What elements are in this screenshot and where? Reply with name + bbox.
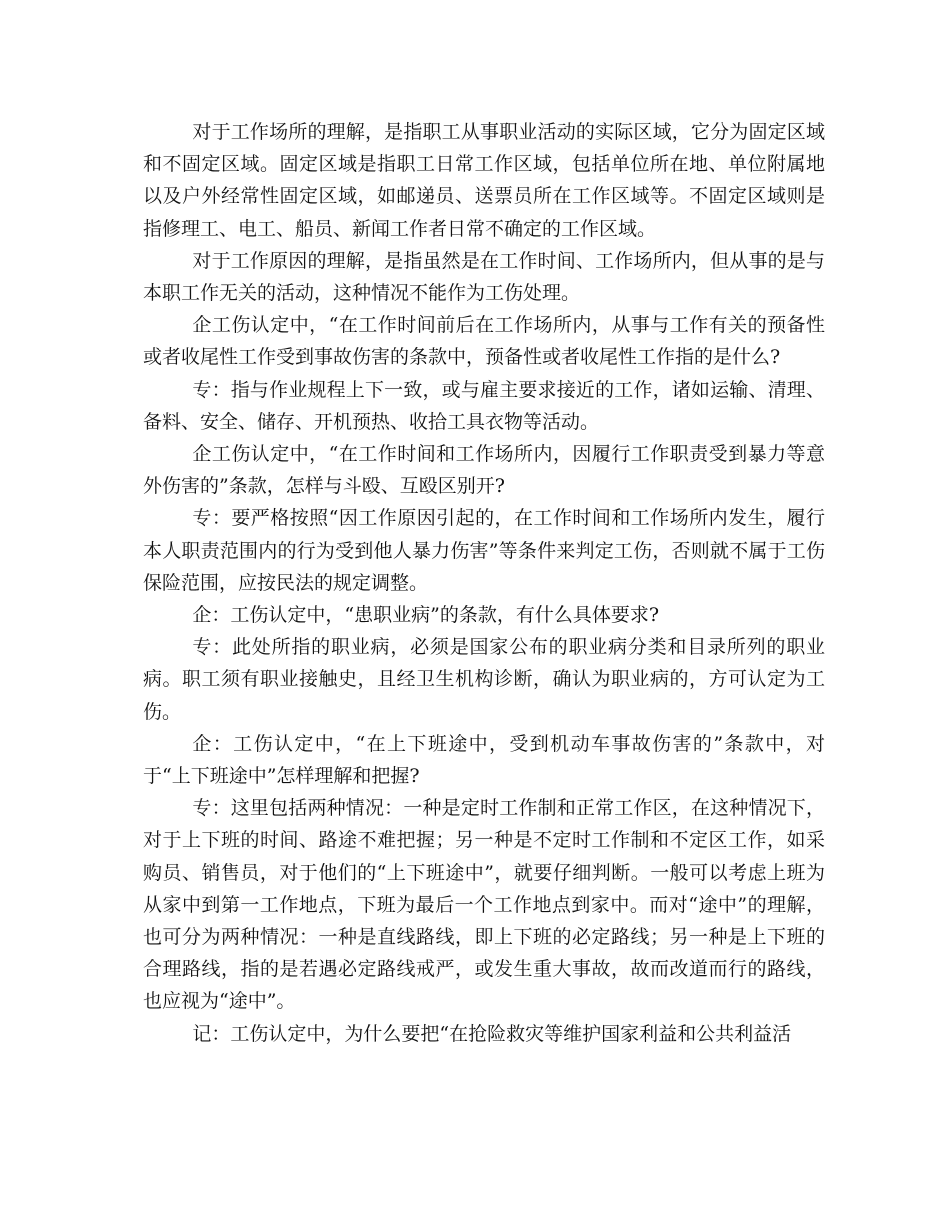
paragraph-question-commute: 企：工伤认定中，“在上下班途中，受到机动车事故伤害的”条款中，对于“上下班途中”怎样理解和把握? [143, 732, 825, 788]
paragraph-question-preparatory-work: 企工伤认定中，“在工作时间前后在工作场所内，从事与工作有关的预备性或者收尾性工作受到事故伤害的条款中，预备性或者收尾性工作指的是什么? [143, 314, 825, 369]
paragraph-answer-violence: 专：要严格按照“因工作原因引起的，在工作时间和工作场所内发生，履行本人职责范围内的行为受到他人暴力伤害”等条件来判定工伤，否则就不属于工伤保险范围，应按民法的规定调整。 [143, 507, 825, 594]
paragraph-question-occupational-disease: 企：工伤认定中，“患职业病”的条款，有什么具体要求? [192, 604, 660, 627]
paragraph-work-reason: 对于工作原因的理解，是指虽然是在工作时间、工作场所内，但从事的是与本职工作无关的活动，这种情况不能作为工伤处理。 [143, 249, 825, 305]
paragraph-workplace-definition: 对于工作场所的理解，是指职工从事职业活动的实际区域，它分为固定区域和不固定区域。固定区域是指职工日常工作区域，包括单位所在地、单位附属地以及户外经常性固定区域，如邮递员、送票员所在工作区域等。不固定区域则是指修理工、电工、船员、新闻工作者日常不确定的工作区域。 [143, 121, 825, 240]
paragraph-answer-occupational-disease: 专：此处所指的职业病，必须是国家公布的职业病分类和目录所列的职业病。职工须有职业接触史，且经卫生机构诊断，确认为职业病的，方可认定为工伤。 [143, 636, 825, 723]
paragraph-answer-commute: 专：这里包括两种情况：一种是定时工作制和正常工作区，在这种情况下，对于上下班的时间、路途不难把握；另一种是不定时工作制和不定区工作，如采购员、销售员，对于他们的“上下班途中”，就要仔细判断。一般可以考虑上班为从家中到第一工作地点，下班为最后一个工作地点到家中。而对“途中”的理解，也可分为两种情况：一种是直线路线，即上下班的必定路线；另一种是上下班的合理路线，指的是若遇必定路线戒严，或发生重大事故，故而改道而行的路线，也应视为“途中”。 [143, 797, 825, 1013]
document-body [143, 116, 825, 1050]
paragraph-answer-preparatory-work: 专：指与作业规程上下一致，或与雇主要求接近的工作，诸如运输、清理、备料、安全、储存、开机预热、收拾工具衣物等活动。 [143, 378, 825, 433]
paragraph-question-rescue: 记：工伤认定中，为什么要把“在抢险救灾等维护国家利益和公共利益活 [192, 1022, 792, 1045]
paragraph-question-violence: 企工伤认定中，“在工作时间和工作场所内，因履行工作职责受到暴力等意外伤害的”条款，怎样与斗殴、互殴区别开? [143, 443, 825, 498]
